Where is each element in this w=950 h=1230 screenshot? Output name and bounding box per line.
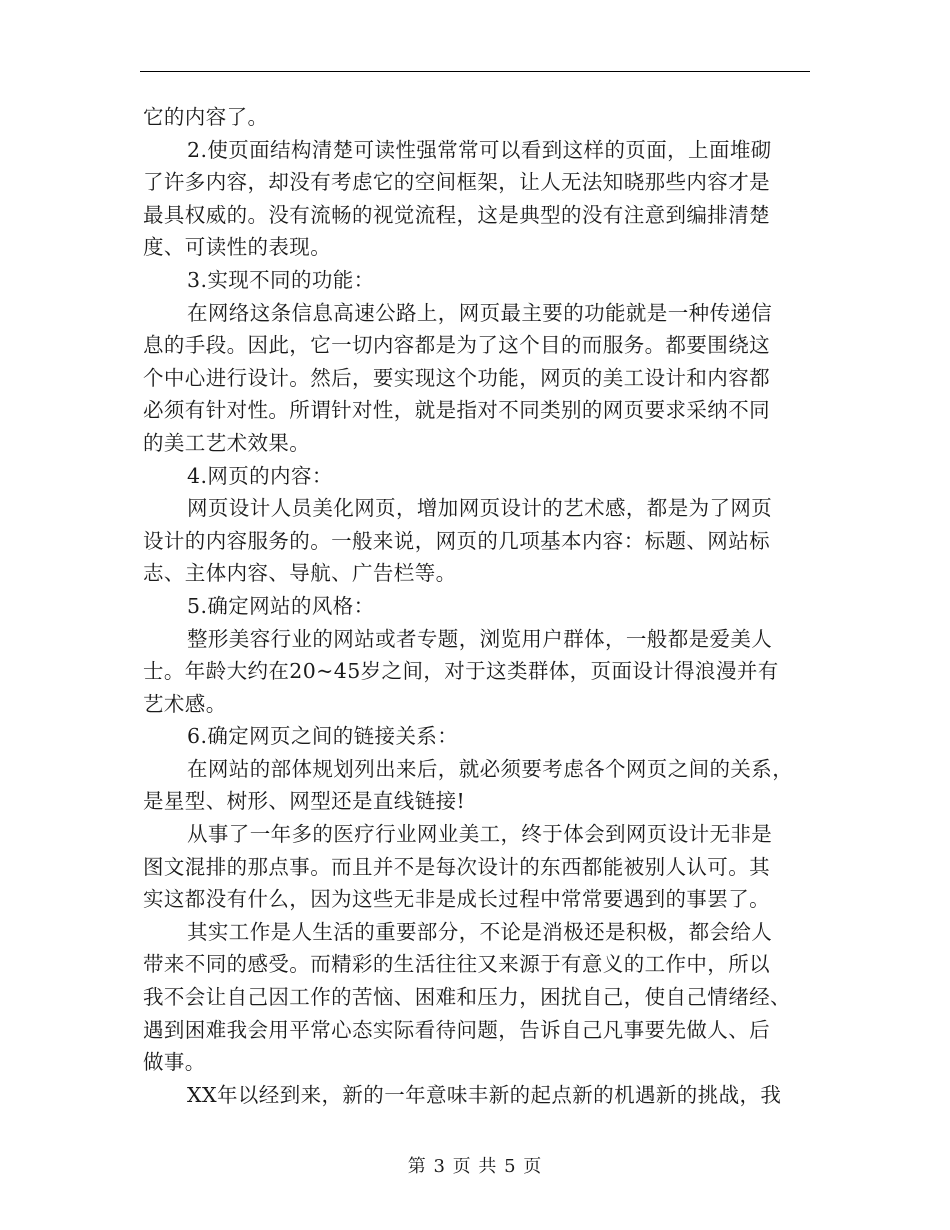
- text-line: 实这都没有什么，因为这些无非是成长过程中常常要遇到的事罢了。: [143, 887, 770, 912]
- text-line: 我不会让自己因工作的苦恼、困难和压力，困扰自己，使自己情绪经、: [143, 985, 791, 1010]
- text-line: 了许多内容，却没有考虑它的空间框架，让人无法知晓那些内容才是: [143, 170, 770, 195]
- text-line: 在网站的部体规划列出来后，就必须要考虑各个网页之间的关系，: [187, 756, 794, 781]
- text-line: 从事了一年多的医疗行业网业美工，终于体会到网页设计无非是: [187, 822, 773, 847]
- text-line: 它的内容了。: [143, 105, 269, 129]
- text-line: 艺术感。: [143, 691, 227, 716]
- text-line: 息的手段。因此，它一切内容都是为了这个目的而服务。都要围绕这: [143, 333, 770, 358]
- page-footer: 第 3 页 共 5 页: [407, 1156, 543, 1177]
- text-line: 做事。: [143, 1050, 206, 1075]
- header-rule: [140, 71, 810, 72]
- text-line: 6.确定网页之间的链接关系：: [187, 724, 459, 749]
- text-line: 整形美容行业的网站或者专题，浏览用户群体，一般都是爱美人: [187, 626, 773, 651]
- text-line: 度、可读性的表现。: [143, 235, 332, 260]
- text-line: 网页设计人员美化网页，增加网页设计的艺术感，都是为了网页: [187, 496, 773, 521]
- text-line: 士。年龄大约在20~45岁之间，对于这类群体，页面设计得浪漫并有: [143, 659, 779, 684]
- text-line: 5.确定网站的风格：: [187, 593, 375, 618]
- text-line: 志、主体内容、导航、广告栏等。: [143, 561, 457, 586]
- text-line: 最具权威的。没有流畅的视觉流程，这是典型的没有注意到编排清楚: [143, 202, 770, 227]
- text-line: 个中心进行设计。然后，要实现这个功能，网页的美工设计和内容都: [143, 365, 770, 390]
- text-line: 3.实现不同的功能：: [187, 267, 375, 292]
- text-line: 设计的内容服务的。一般来说，网页的几项基本内容：标题、网站标: [143, 528, 770, 553]
- text-line: 带来不同的感受。而精彩的生活往往又来源于有意义的工作中，所以: [143, 952, 770, 977]
- text-line: 在网络这条信息高速公路上，网页最主要的功能就是一种传递信: [187, 300, 773, 325]
- text-line: 遇到困难我会用平常心态实际看待问题，告诉自己凡事要先做人、后: [143, 1017, 770, 1042]
- text-line: 必须有针对性。所谓针对性，就是指对不同类别的网页要求采纳不同: [143, 398, 770, 423]
- text-line: 4.网页的内容：: [187, 463, 333, 488]
- text-line: 2.使页面结构清楚可读性强常常可以看到这样的页面，上面堆砌: [187, 137, 772, 162]
- text-line: 是星型、树形、网型还是直线链接!: [143, 789, 466, 814]
- text-line: 图文混排的那点事。而且并不是每次设计的东西都能被别人认可。其: [143, 854, 770, 879]
- text-line: XX年以经到来，新的一年意味丰新的起点新的机遇新的挑战，我: [187, 1082, 782, 1107]
- document-body: [143, 101, 803, 1111]
- text-line: 的美工艺术效果。: [143, 430, 311, 455]
- text-line: 其实工作是人生活的重要部分，不论是消极还是积极，都会给人: [187, 919, 773, 944]
